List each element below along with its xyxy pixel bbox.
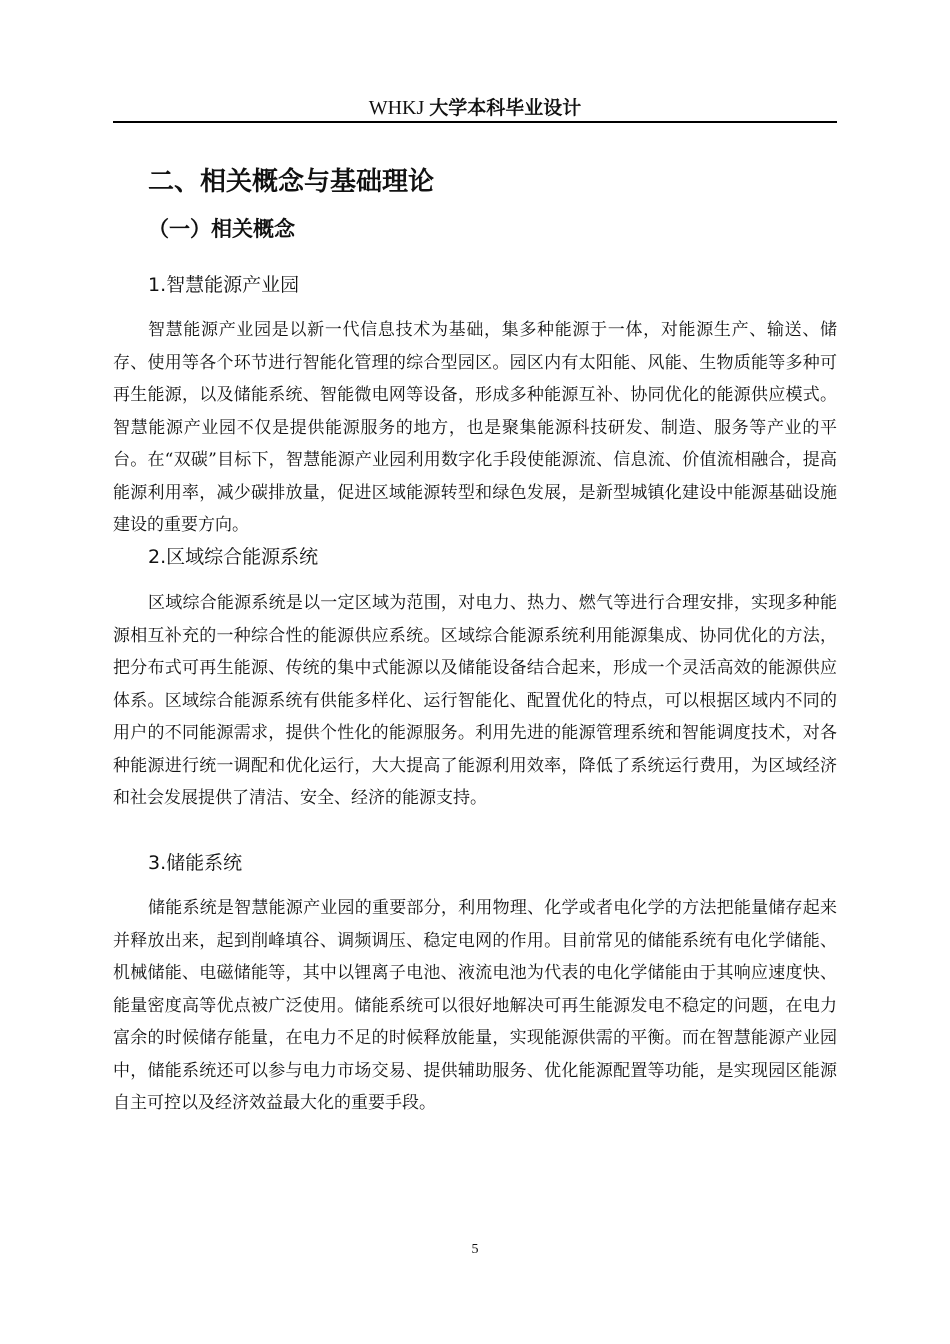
chapter-title: 二、相关概念与基础理论 bbox=[148, 167, 435, 197]
section-title: （一）相关概念 bbox=[148, 217, 295, 241]
paragraph-3: 储能系统是智慧能源产业园的重要部分，利用物理、化学或者电化学的方法把能量储存起来并释放出来，起到削峰填谷、调频调压、稳定电网的作用。目前常见的储能系统有电化学储能、机械储能、电磁储能等，其中以锂离子电池、液流电池为代表的电化学储能由于其响应速度快、能量密度高等优点被广泛使用。储能系统可以很好地解决可再生能源发电不稳定的问题，在电力富余的时候储存能量，在电力不足的时候释放能量，实现能源供需的平衡。而在智慧能源产业园中，储能系统还可以参与电力市场交易、提供辅助服务、优化能源配置等功能，是实现园区能源自主可控以及经济效益最大化的重要手段。 bbox=[113, 898, 837, 1113]
header-title-cjk: 大学本科毕业设计 bbox=[429, 97, 582, 119]
subsection-title-2: 2.区域综合能源系统 bbox=[148, 546, 319, 568]
subsection-title-3: 3.储能系统 bbox=[148, 852, 243, 874]
header-rule bbox=[113, 121, 837, 123]
paragraph-2: 区域综合能源系统是以一定区域为范围，对电力、热力、燃气等进行合理安排，实现多种能源相互补充的一种综合性的能源供应系统。区域综合能源系统利用能源集成、协同优化的方法，把分布式可再生能源、传统的集中式能源以及储能设备结合起来，形成一个灵活高效的能源供应体系。区域综合能源系统有供能多样化、运行智能化、配置优化的特点，可以根据区域内不同的用户的不同能源需求，提供个性化的能源服务。利用先进的能源管理系统和智能调度技术，对各种能源进行统一调配和优化运行，大大提高了能源利用效率，降低了系统运行费用，为区域经济和社会发展提供了清洁、安全、经济的能源支持。 bbox=[113, 593, 837, 808]
subsection-title-1: 1.智慧能源产业园 bbox=[148, 274, 300, 296]
paragraph-1: 智慧能源产业园是以新一代信息技术为基础，集多种能源于一体，对能源生产、输送、储存、使用等各个环节进行智能化管理的综合型园区。园区内有太阳能、风能、生物质能等多种可再生能源，以及储能系统、智能微电网等设备，形成多种能源互补、协同优化的能源供应模式。智慧能源产业园不仅是提供能源服务的地方，也是聚集能源科技研发、制造、服务等产业的平台。在“双碳”目标下，智慧能源产业园利用数字化手段使能源流、信息流、价值流相融合，提高能源利用率，减少碳排放量，促进区域能源转型和绿色发展，是新型城镇化建设中能源基础设施建设的重要方向。 bbox=[113, 320, 837, 535]
running-header bbox=[113, 94, 837, 121]
header-title-latin: WHKJ bbox=[368, 97, 430, 119]
page-number: 5 bbox=[471, 1242, 479, 1257]
